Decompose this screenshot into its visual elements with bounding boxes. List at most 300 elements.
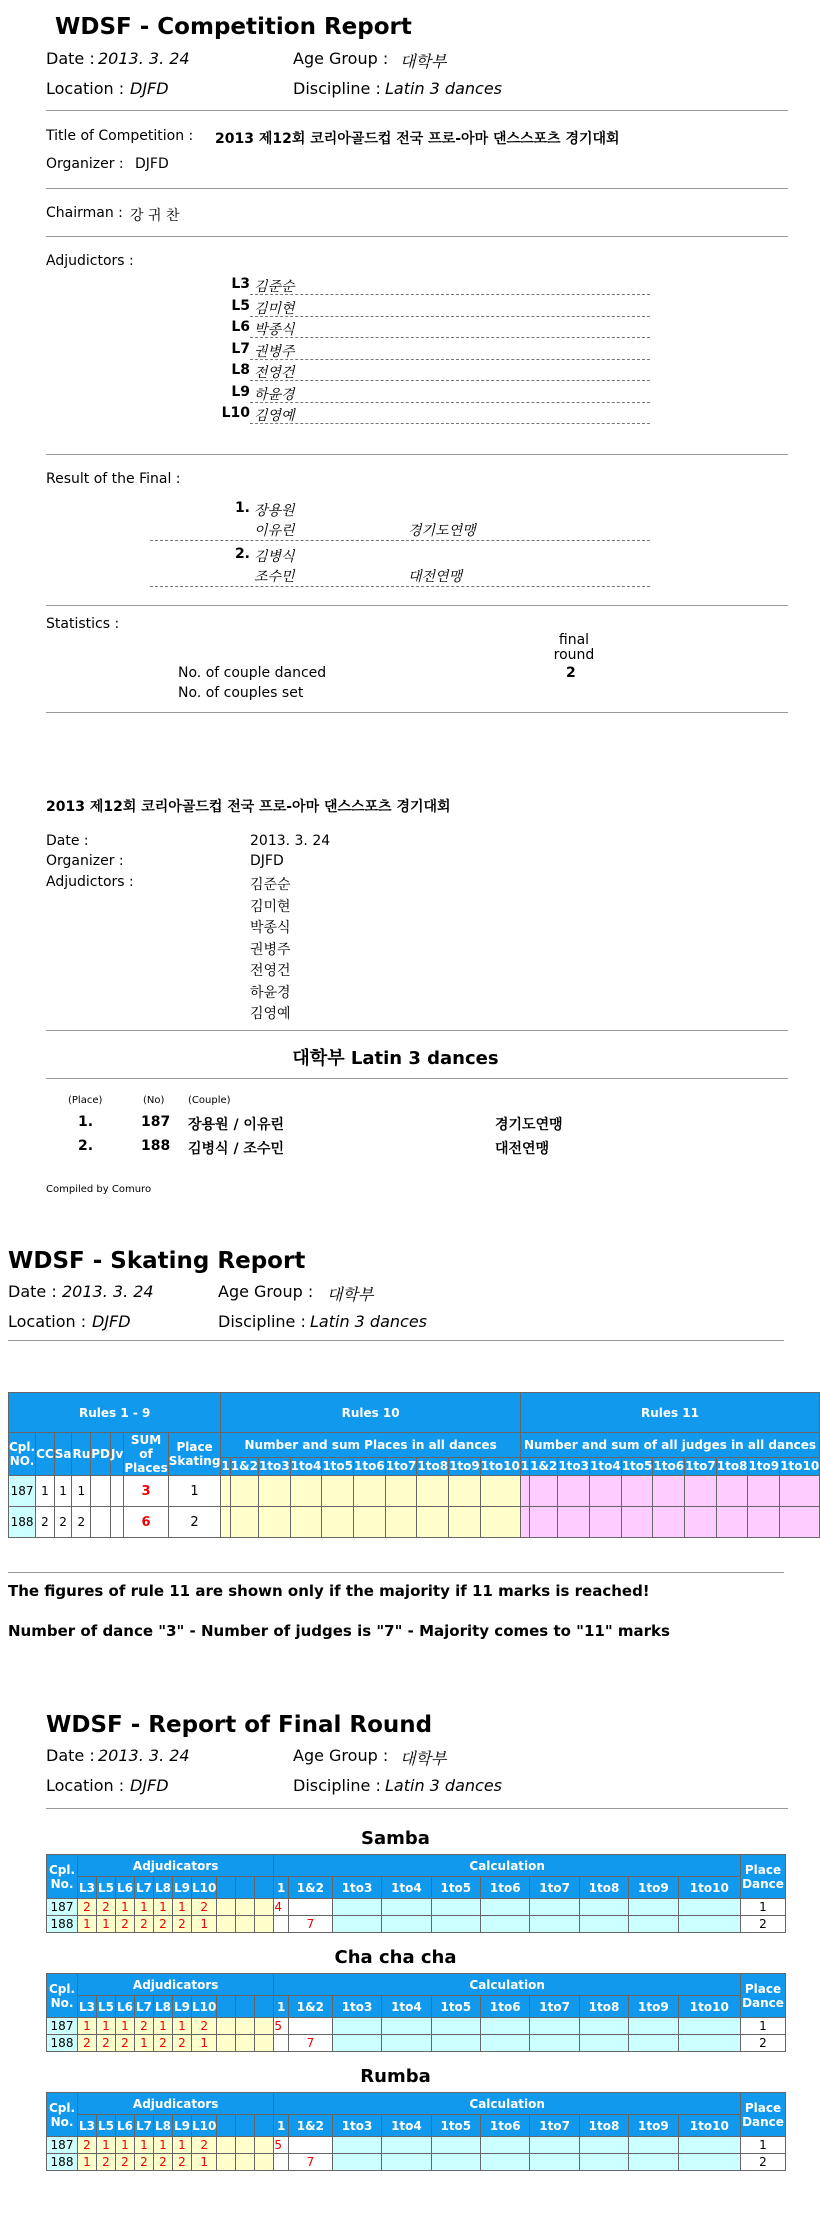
calculation-header: Calculation [274,1855,741,1877]
set-label: No. of couples set [178,685,304,701]
final-round-table [46,2092,786,2171]
judge-col: L10 [192,2115,217,2137]
judge-mark: 1 [173,1899,192,1916]
calc-col: 1to9 [629,2115,678,2137]
place-dance: 2 [741,2154,786,2171]
calc-cell [481,1899,530,1916]
calc-cell [288,1899,332,1916]
r10-cell [258,1476,290,1507]
judge-mark: 1 [97,2137,116,2154]
calc-cell [530,2137,579,2154]
summary-org: DJFD [250,853,284,869]
calc-cell [431,2035,480,2052]
final-row [47,2137,786,2154]
summary-adjudicator: 김미현 [250,898,291,915]
couple-no: 187 [47,2018,78,2035]
r11-cell [653,1476,685,1507]
calc-col: 1to6 [481,1996,530,2018]
dance-title: Samba [361,1828,430,1849]
judge-mark [217,2137,236,2154]
r10-col: 1to7 [385,1457,417,1475]
dance-place-ru: 2 [72,1507,91,1538]
adjudicator-name: 김영예 [254,408,295,424]
judge-col: L6 [116,1996,135,2018]
judge-mark: 2 [78,2035,97,2052]
r11-col: 1to5 [621,1457,653,1475]
judge-mark: 2 [97,2154,116,2171]
final-table-wrap [46,1973,786,2052]
final-row [47,2154,786,2171]
judge-col: L5 [97,2115,116,2137]
r11-cell [558,1476,590,1507]
divider [8,1572,784,1573]
judge-mark: 1 [192,1916,217,1933]
calc-cell [530,1916,579,1933]
divider [46,110,788,111]
adjudicator-name: 전영건 [254,365,295,381]
judge-mark: 1 [173,2018,192,2035]
adjudicator-name: 김준순 [254,279,295,295]
judge-mark: 2 [116,2035,135,2052]
judge-mark: 1 [154,2137,173,2154]
calc-cell [332,2035,381,2052]
judge-col [217,1877,236,1899]
divider [8,1340,784,1341]
chair-label: Chairman : [46,205,123,221]
judge-col: L6 [116,2115,135,2137]
adjudicator-code: L8 [231,362,250,378]
sum-places-header: SUM of Places [124,1433,168,1475]
sk-age: 대학부 [327,1285,374,1304]
row-line [250,359,650,360]
summary-adjudicator: 전영건 [250,963,291,979]
judge-mark: 1 [135,2035,154,2052]
r10-sub: Number and sum Places in all dances [221,1433,520,1458]
judge-mark: 1 [78,1916,97,1933]
rules11-header: Rules 11 [520,1393,819,1433]
judge-col [255,2115,274,2137]
skating-title: WDSF - Skating Report [8,1248,306,1274]
r11-col: 1to7 [685,1457,717,1475]
toc-value: 2013 제12회 코리아골드컵 전국 프로-아마 댄스스포츠 경기대회 [215,131,620,147]
calc-cell [431,2018,480,2035]
calc-cell [530,2035,579,2052]
calc-cell [530,1899,579,1916]
sk-disc: Latin 3 dances [310,1312,428,1331]
dance-pd: PD [91,1433,111,1476]
r10-cell [221,1507,230,1538]
r10-cell [322,1476,354,1507]
calc-cell [678,2035,740,2052]
calc-cell [274,2035,289,2052]
summary-title: 2013 제12회 코리아골드컵 전국 프로-아마 댄스스포츠 경기대회 [46,799,451,815]
judge-mark [255,2018,274,2035]
adjudicators-header: Adjudicators [78,1974,274,1996]
r11-col: 1&2 [530,1457,558,1475]
calc-cell [332,1899,381,1916]
final-title: WDSF - Report of Final Round [46,1712,433,1738]
calc-cell: 5 [274,2018,289,2035]
judge-mark: 2 [78,2137,97,2154]
r10-cell [221,1476,230,1507]
judge-mark: 2 [192,1899,217,1916]
r10-col: 1to4 [290,1457,322,1475]
summary-adjudicator: 박종식 [250,920,291,936]
cpl-header: Cpl. No. [47,1855,78,1899]
r11-cell [520,1507,529,1538]
r10-cell [290,1507,322,1538]
judge-col: L3 [78,1996,97,2018]
comp-title: WDSF - Competition Report [55,14,412,40]
fr-age-label: Age Group : [293,1746,389,1765]
calc-cell [629,2137,678,2154]
calc-cell: 7 [288,2154,332,2171]
judge-col [255,1996,274,2018]
judge-mark [236,1899,255,1916]
sum-of-places: 3 [124,1476,168,1507]
r11-cell [558,1507,590,1538]
calc-col: 1to6 [481,1877,530,1899]
r11-cell [716,1476,748,1507]
calc-col: 1to5 [431,2115,480,2137]
calc-cell: 4 [274,1899,289,1916]
calc-col: 1 [274,1996,289,2018]
judge-mark: 1 [154,1899,173,1916]
danced-value: 2 [566,665,576,681]
judge-mark [217,2154,236,2171]
r10-col: 1to9 [449,1457,481,1475]
calc-col: 1to4 [382,1996,431,2018]
adjudicator-name: 하윤경 [254,386,295,403]
calc-cell [678,1899,740,1916]
judge-mark [217,2035,236,2052]
calc-cell [274,2154,289,2171]
dance-place-sa: 1 [54,1476,72,1507]
r10-cell [385,1507,417,1538]
judge-mark: 1 [116,2137,135,2154]
calc-col: 1to6 [481,2115,530,2137]
calculation-header: Calculation [274,1974,741,1996]
r10-col: 1&2 [230,1457,258,1475]
r11-cell [530,1507,558,1538]
judge-col: L7 [135,1996,154,2018]
divider [46,454,788,455]
r10-cell [385,1476,417,1507]
compiled-by: Compiled by Comuro [46,1184,152,1195]
comp-age: 대학부 [400,52,447,71]
calc-col: 1to4 [382,2115,431,2137]
judge-mark [236,2018,255,2035]
r11-cell [685,1507,717,1538]
judge-col [236,2115,255,2137]
judge-mark [236,2137,255,2154]
divider [46,1808,788,1809]
toc-label: Title of Competition : [46,128,194,144]
adjudicator-name: 박종식 [254,322,295,338]
judge-mark: 2 [135,1916,154,1933]
couple-no: 188 [47,2035,78,2052]
judge-mark: 2 [116,1916,135,1933]
dance-place-jv [111,1507,124,1538]
calc-col: 1&2 [288,2115,332,2137]
judge-mark: 1 [135,2137,154,2154]
calc-col: 1to9 [629,1877,678,1899]
calc-cell [678,2137,740,2154]
r11-col: 1to4 [590,1457,622,1475]
place-skating-header: Place Skating [168,1433,221,1476]
adjudicator-code: L3 [231,276,250,292]
summary-no: 187 [141,1114,171,1130]
summary-adjudicator: 하윤경 [250,984,291,1001]
calc-cell [579,2018,628,2035]
judge-col: L7 [135,1877,154,1899]
judge-col [217,2115,236,2137]
r10-col: 1to10 [480,1457,520,1475]
rules10-header: Rules 10 [221,1393,520,1433]
row-line [250,380,650,381]
comp-date-label: Date : [46,49,95,68]
r11-cell [780,1476,820,1507]
row-line [250,423,650,424]
judge-mark [255,2154,274,2171]
calc-col: 1to10 [678,1996,740,2018]
r11-col: 1to6 [653,1457,685,1475]
dance-place-jv [111,1476,124,1507]
r11-cell [716,1507,748,1538]
r10-col: 1to5 [322,1457,354,1475]
calc-col: 1to8 [579,1996,628,2018]
divider [46,188,788,189]
judge-mark: 1 [192,2154,217,2171]
summary-adjudicator: 권병주 [250,941,291,958]
r11-col: 1 [520,1457,529,1475]
calc-col: 1to7 [530,1877,579,1899]
judge-mark [255,2035,274,2052]
calc-cell [481,1916,530,1933]
calc-col: 1to8 [579,2115,628,2137]
judge-col: L3 [78,2115,97,2137]
summary-club: 대전연맹 [495,1141,550,1157]
place-dance: 2 [741,2035,786,2052]
judge-mark: 2 [154,2035,173,2052]
judge-col: L8 [154,1996,173,2018]
head-couple: (Couple) [188,1095,231,1106]
summary-event: 대학부 Latin 3 dances [292,1048,499,1069]
judge-mark [255,1899,274,1916]
calc-cell [629,1899,678,1916]
divider [46,605,788,606]
judge-col [217,1996,236,2018]
r10-col: 1to6 [354,1457,386,1475]
calc-cell: 5 [274,2137,289,2154]
r10-col: 1to3 [258,1457,290,1475]
judge-mark [236,2035,255,2052]
calc-col: 1to9 [629,1996,678,2018]
judge-mark: 1 [97,1916,116,1933]
r10-cell [258,1507,290,1538]
calc-cell [431,2137,480,2154]
summary-no: 188 [141,1138,171,1154]
calc-col: 1&2 [288,1877,332,1899]
place-dance: 1 [741,2137,786,2154]
comp-loc: DJFD [130,79,169,98]
calc-cell [629,1916,678,1933]
judge-col: L6 [116,1877,135,1899]
judge-mark: 1 [78,2018,97,2035]
adjudicator-code: L10 [221,405,250,421]
place-dance: 2 [741,1916,786,1933]
summary-couple: 김병식 / 조수민 [188,1141,285,1157]
result-partner-2: 조수민 [254,569,295,585]
calc-col: 1to5 [431,1877,480,1899]
calc-cell [288,2018,332,2035]
comp-disc: Latin 3 dances [385,79,503,98]
final-row [47,1899,786,1916]
result-partner-1: 김병식 [254,549,295,565]
org-label: Organizer : [46,156,124,172]
calc-cell [332,2137,381,2154]
place-dance-header: Place Dance [741,2093,786,2137]
couple-no: 188 [47,2154,78,2171]
org-value: DJFD [135,156,169,172]
place-skating: 1 [168,1476,221,1507]
calc-col: 1to3 [332,1996,381,2018]
calculation-header: Calculation [274,2093,741,2115]
r11-cell [748,1507,780,1538]
head-no: (No) [143,1095,165,1106]
r11-cell [621,1507,653,1538]
judge-col: L7 [135,2115,154,2137]
calc-cell [481,2018,530,2035]
judge-col [255,1877,274,1899]
judge-col [236,1996,255,2018]
r10-cell [449,1507,481,1538]
calc-cell [382,2018,431,2035]
summary-couple: 장용원 / 이유린 [188,1117,285,1133]
judge-mark: 2 [173,2035,192,2052]
judge-mark: 2 [154,2154,173,2171]
summary-date-label: Date : [46,833,89,849]
dance-place-sa: 2 [54,1507,72,1538]
row-line [250,294,650,295]
judge-mark: 2 [135,2154,154,2171]
comp-disc-label: Discipline : [293,79,381,98]
adjudicators-header: Adjudicators [78,1855,274,1877]
judge-mark [236,1916,255,1933]
dance-place-cc: 1 [36,1476,55,1507]
judge-col: L9 [173,2115,192,2137]
cpl-header: Cpl. No. [47,1974,78,2018]
result-label: Result of the Final : [46,471,181,487]
r11-cell [621,1476,653,1507]
r10-cell [417,1476,449,1507]
r11-col: 1to9 [748,1457,780,1475]
calc-cell [382,2137,431,2154]
r10-cell [480,1507,520,1538]
divider [46,236,788,237]
judge-col: L8 [154,1877,173,1899]
judge-mark: 1 [173,2137,192,2154]
dance-jv: Jv [111,1433,124,1476]
rules19-header: Rules 1 - 9 [9,1393,221,1433]
r11-col: 1to10 [780,1457,820,1475]
r10-cell [230,1476,258,1507]
row-line [250,402,650,403]
summary-adjudicator: 김준순 [250,877,291,893]
sk-disc-label: Discipline : [218,1312,306,1331]
calc-cell [431,1916,480,1933]
final-row [47,2035,786,2052]
calc-col: 1to7 [530,1996,579,2018]
calc-cell [530,2154,579,2171]
judge-col: L9 [173,1996,192,2018]
calc-col: 1to3 [332,1877,381,1899]
skating-note-1: The figures of rule 11 are shown only if the majority if 11 marks is reached! [8,1582,650,1600]
final-round-table [46,1854,786,1933]
calc-cell [332,1916,381,1933]
sk-date: 2013. 3. 24 [62,1282,154,1301]
r11-sub: Number and sum of all judges in all dances [520,1433,819,1458]
calc-cell [274,1916,289,1933]
place-dance: 1 [741,1899,786,1916]
fr-disc: Latin 3 dances [385,1776,503,1795]
fr-loc-label: Location : [46,1776,125,1795]
summary-place: 1. [78,1114,94,1130]
calc-cell [579,2035,628,2052]
sk-age-label: Age Group : [218,1282,314,1301]
calc-cell [629,2035,678,2052]
judge-mark: 1 [78,2154,97,2171]
judge-mark: 2 [154,1916,173,1933]
r10-col: 1to8 [417,1457,449,1475]
dance-ru: Ru [72,1433,91,1476]
couple-no: 187 [47,1899,78,1916]
fr-loc: DJFD [130,1776,169,1795]
r10-cell [290,1476,322,1507]
judge-mark [255,1916,274,1933]
r10-cell [322,1507,354,1538]
row-line [150,586,650,587]
judge-mark: 2 [135,2018,154,2035]
judge-mark: 1 [192,2035,217,2052]
calc-cell [579,1916,628,1933]
judge-mark: 2 [97,2035,116,2052]
calc-cell [579,1899,628,1916]
r10-cell [230,1507,258,1538]
calc-col: 1to4 [382,1877,431,1899]
judge-col: L3 [78,1877,97,1899]
summary-place: 2. [78,1138,94,1154]
couple-no: 188 [9,1507,36,1538]
r11-cell [530,1476,558,1507]
dance-title: Rumba [360,2066,431,2087]
dance-place-pd [91,1476,111,1507]
adjudicator-code: L9 [231,383,250,400]
divider [46,712,788,713]
couple-no: 188 [47,1916,78,1933]
result-club: 경기도연맹 [408,523,476,539]
skating-row [9,1507,820,1538]
calc-cell [481,2154,530,2171]
adj-label: Adjudictors : [46,253,134,269]
calc-col: 1to10 [678,1877,740,1899]
sk-date-label: Date : [8,1282,57,1301]
place-dance: 1 [741,2018,786,2035]
calc-cell [481,2137,530,2154]
adjudicator-code: L7 [231,340,250,357]
adjudicator-code: L6 [231,319,250,335]
calc-cell [382,1916,431,1933]
